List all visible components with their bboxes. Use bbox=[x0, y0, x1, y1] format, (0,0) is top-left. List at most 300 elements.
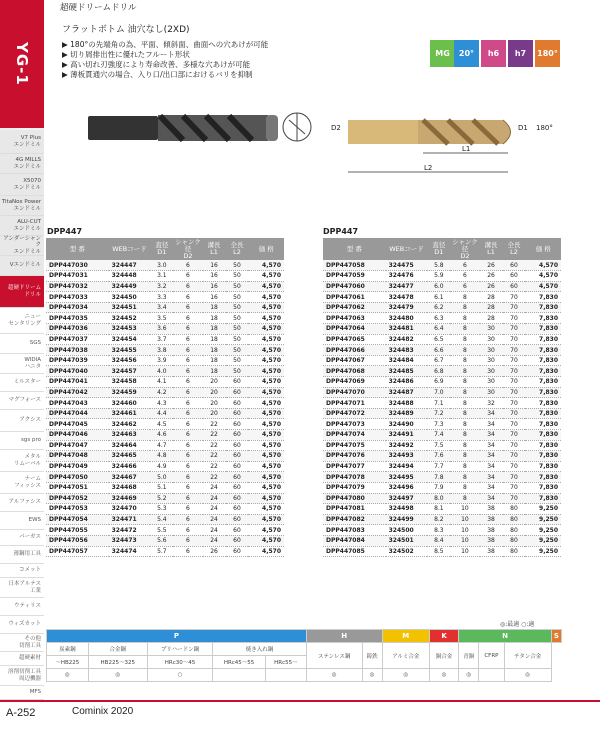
sidebar-item[interactable]: 日本アルテス 工業 bbox=[0, 578, 44, 598]
table-cell: 6 bbox=[173, 292, 202, 303]
sidebar-item[interactable]: 超硬素材 bbox=[0, 652, 44, 666]
table-cell: 6 bbox=[173, 366, 202, 377]
l2-label: L2 bbox=[424, 164, 433, 172]
table-cell: 60 bbox=[226, 451, 249, 462]
series-title: 超硬ドリームドリル bbox=[60, 3, 137, 13]
table-cell: 22 bbox=[203, 440, 226, 451]
table-cell: 5.4 bbox=[150, 514, 173, 525]
table-cell: 6.0 bbox=[427, 281, 450, 292]
table-cell: 5.9 bbox=[427, 271, 450, 282]
material-group: H bbox=[306, 630, 382, 643]
table-row bbox=[323, 546, 561, 557]
table-cell: 70 bbox=[503, 493, 526, 504]
sidebar-item[interactable]: V7 Plus エンドミル bbox=[0, 130, 44, 154]
table-cell: 6 bbox=[173, 355, 202, 366]
table-cell: 70 bbox=[503, 292, 526, 303]
table-cell: 324502 bbox=[386, 546, 428, 557]
table-cell: 7.5 bbox=[427, 440, 450, 451]
sidebar-item[interactable]: マグフォース bbox=[0, 392, 44, 410]
table-cell: 3.4 bbox=[150, 302, 173, 313]
table-cell: 60 bbox=[226, 461, 249, 472]
table-cell: 34 bbox=[480, 430, 503, 441]
table-title-right: DPP447 bbox=[323, 227, 359, 236]
brand-label: YG-1 bbox=[13, 42, 31, 86]
table-cell: 8 bbox=[450, 419, 479, 430]
table-cell: 6 bbox=[173, 440, 202, 451]
sidebar-item[interactable]: ウティリス bbox=[0, 598, 44, 616]
table-row bbox=[46, 377, 284, 388]
table-cell: DPP447044 bbox=[46, 408, 109, 419]
material-group: S bbox=[551, 630, 561, 643]
footer-brand: Cominix 2020 bbox=[72, 706, 134, 717]
table-cell: 10 bbox=[450, 504, 479, 515]
table-cell: DPP447080 bbox=[323, 493, 386, 504]
table-cell: 7,830 bbox=[525, 472, 561, 483]
table-cell: 50 bbox=[226, 334, 249, 345]
brand-tab[interactable] bbox=[0, 0, 44, 128]
table-cell: 4,570 bbox=[248, 482, 284, 493]
table-cell: 6 bbox=[173, 504, 202, 515]
table-cell: DPP447082 bbox=[323, 514, 386, 525]
table-cell: DPP447038 bbox=[46, 345, 109, 356]
table-cell: 34 bbox=[480, 419, 503, 430]
table-row bbox=[46, 546, 284, 557]
table-cell: 24 bbox=[203, 493, 226, 504]
table-cell: 324490 bbox=[386, 419, 428, 430]
table-cell: 34 bbox=[480, 493, 503, 504]
table-cell: DPP447074 bbox=[323, 430, 386, 441]
table-row bbox=[323, 271, 561, 282]
table-cell: 70 bbox=[503, 408, 526, 419]
material-rating: ○ bbox=[147, 669, 212, 682]
table-cell: 7,830 bbox=[525, 419, 561, 430]
table-cell: 60 bbox=[503, 271, 526, 282]
spec-badge: h7 bbox=[508, 40, 533, 67]
table-cell: 4.8 bbox=[150, 451, 173, 462]
table-cell: 6.8 bbox=[427, 366, 450, 377]
table-cell: 8 bbox=[450, 430, 479, 441]
table-cell: 7,830 bbox=[525, 440, 561, 451]
table-row bbox=[46, 292, 284, 303]
table-row bbox=[46, 430, 284, 441]
sidebar-item[interactable]: 溶削切削工具 周辺機器 bbox=[0, 666, 44, 686]
table-cell: DPP447064 bbox=[323, 324, 386, 335]
table-cell: DPP447075 bbox=[323, 440, 386, 451]
table-cell: 5.2 bbox=[150, 493, 173, 504]
table-cell: 7.8 bbox=[427, 472, 450, 483]
table-row bbox=[46, 419, 284, 430]
sidebar-item[interactable]: TitaNox Power エンドミル bbox=[0, 196, 44, 216]
table-cell: 8 bbox=[450, 324, 479, 335]
table-cell: 7,830 bbox=[525, 387, 561, 398]
table-cell: 20 bbox=[203, 387, 226, 398]
table-cell: 6 bbox=[173, 525, 202, 536]
table-row bbox=[46, 525, 284, 536]
table-cell: 324473 bbox=[109, 535, 151, 546]
table-cell: 22 bbox=[203, 472, 226, 483]
material-name: プリハードン鋼 bbox=[147, 643, 212, 656]
table-cell: 4,570 bbox=[248, 334, 284, 345]
table-row bbox=[46, 440, 284, 451]
table-cell: DPP447035 bbox=[46, 313, 109, 324]
sidebar-item[interactable]: その他 切削工具 bbox=[0, 634, 44, 652]
column-header: 価 格 bbox=[525, 238, 561, 260]
sidebar-item[interactable]: ミルスター bbox=[0, 374, 44, 392]
table-row bbox=[323, 514, 561, 525]
table-row bbox=[46, 281, 284, 292]
table-cell: DPP447050 bbox=[46, 472, 109, 483]
table-cell: 4,570 bbox=[248, 461, 284, 472]
table-cell: 6 bbox=[173, 377, 202, 388]
table-cell: 28 bbox=[480, 302, 503, 313]
table-cell: 70 bbox=[503, 313, 526, 324]
table-cell: 50 bbox=[226, 292, 249, 303]
table-cell: DPP447065 bbox=[323, 334, 386, 345]
table-cell: 70 bbox=[503, 419, 526, 430]
sidebar-item[interactable]: コメット bbox=[0, 564, 44, 578]
table-cell: 4,570 bbox=[248, 419, 284, 430]
table-cell: 7.6 bbox=[427, 451, 450, 462]
table-cell: 324451 bbox=[109, 302, 151, 313]
table-row bbox=[323, 482, 561, 493]
table-cell: 4.3 bbox=[150, 398, 173, 409]
table-cell: DPP447052 bbox=[46, 493, 109, 504]
table-cell: 70 bbox=[503, 302, 526, 313]
material-rating: ◎ bbox=[88, 669, 147, 682]
feature-text: ▶ 切り屑排出性に優れたフルート形状 bbox=[62, 50, 190, 59]
sidebar-item[interactable]: アンダーシャンク エンドミル bbox=[0, 236, 44, 256]
table-cell: 324484 bbox=[386, 355, 428, 366]
table-cell: 8 bbox=[450, 377, 479, 388]
table-cell: DPP447046 bbox=[46, 430, 109, 441]
table-row bbox=[46, 472, 284, 483]
table-cell: 5.3 bbox=[150, 504, 173, 515]
table-cell: 16 bbox=[203, 292, 226, 303]
table-cell: 324493 bbox=[386, 451, 428, 462]
table-row bbox=[323, 313, 561, 324]
page-number: A-252 bbox=[6, 707, 36, 719]
table-cell: 30 bbox=[480, 334, 503, 345]
table-cell: 70 bbox=[503, 472, 526, 483]
table-cell: 38 bbox=[480, 514, 503, 525]
table-cell: DPP447069 bbox=[323, 377, 386, 388]
table-cell: 60 bbox=[226, 504, 249, 515]
table-cell: 9,250 bbox=[525, 546, 561, 557]
table-cell: 324500 bbox=[386, 525, 428, 536]
drill-photo bbox=[88, 112, 283, 144]
table-row bbox=[46, 355, 284, 366]
table-cell: 324471 bbox=[109, 514, 151, 525]
table-cell: 8 bbox=[450, 345, 479, 356]
table-cell: 4,570 bbox=[248, 440, 284, 451]
material-name: 銅合金 bbox=[429, 643, 458, 669]
table-cell: 24 bbox=[203, 535, 226, 546]
table-cell: 3.2 bbox=[150, 281, 173, 292]
sidebar-item[interactable]: メタル リムーバル bbox=[0, 450, 44, 472]
table-cell: 8 bbox=[450, 398, 479, 409]
table-cell: 8 bbox=[450, 355, 479, 366]
table-cell: 38 bbox=[480, 525, 503, 536]
table-cell: 4,570 bbox=[248, 451, 284, 462]
column-header: 溝長 L1 bbox=[203, 238, 226, 260]
table-row bbox=[46, 398, 284, 409]
material-rating: ◎ bbox=[306, 669, 362, 682]
sidebar-item[interactable]: ALU-CUT エンドミル bbox=[0, 216, 44, 236]
column-header: 型 番 bbox=[323, 238, 386, 260]
table-cell: 324468 bbox=[109, 482, 151, 493]
table-cell: 34 bbox=[480, 461, 503, 472]
material-name: アルミ合金 bbox=[382, 643, 429, 669]
table-row bbox=[323, 387, 561, 398]
table-cell: 4,570 bbox=[248, 292, 284, 303]
table-cell: 50 bbox=[226, 324, 249, 335]
table-cell: 4,570 bbox=[248, 514, 284, 525]
sidebar-item[interactable]: アルファシス bbox=[0, 494, 44, 512]
sidebar-item[interactable]: WIDIA ハニタ bbox=[0, 354, 44, 374]
sidebar-item[interactable]: 4G MILLS エンドミル bbox=[0, 154, 44, 174]
table-cell: 5.6 bbox=[150, 535, 173, 546]
table-cell: 3.5 bbox=[150, 313, 173, 324]
sidebar-item[interactable]: パーガス bbox=[0, 530, 44, 546]
table-cell: 4.1 bbox=[150, 377, 173, 388]
table-cell: 7.0 bbox=[427, 387, 450, 398]
table-cell: 6 bbox=[173, 313, 202, 324]
table-cell: 3.3 bbox=[150, 292, 173, 303]
table-cell: 7.9 bbox=[427, 482, 450, 493]
table-row bbox=[323, 292, 561, 303]
table-row bbox=[46, 324, 284, 335]
material-rating: ◎ bbox=[429, 669, 458, 682]
sidebar-item[interactable]: アクシス bbox=[0, 410, 44, 432]
side-index bbox=[0, 0, 44, 700]
material-hardness: HRc30〜45 bbox=[147, 656, 212, 669]
sidebar-item[interactable]: ウィズカット bbox=[0, 616, 44, 634]
table-cell: 8 bbox=[450, 313, 479, 324]
table-cell: 60 bbox=[226, 440, 249, 451]
table-cell: 80 bbox=[503, 525, 526, 536]
table-cell: 34 bbox=[480, 451, 503, 462]
table-cell: 6 bbox=[173, 535, 202, 546]
table-cell: 4,570 bbox=[525, 281, 561, 292]
table-cell: 50 bbox=[226, 302, 249, 313]
material-hardness: HB225〜325 bbox=[88, 656, 147, 669]
table-cell: DPP447041 bbox=[46, 377, 109, 388]
table-cell: 4,570 bbox=[248, 472, 284, 483]
table-cell: 10 bbox=[450, 525, 479, 536]
material-rating bbox=[265, 669, 306, 682]
table-cell: 7,830 bbox=[525, 461, 561, 472]
table-row bbox=[323, 504, 561, 515]
table-cell: 324450 bbox=[109, 292, 151, 303]
table-row bbox=[323, 430, 561, 441]
sidebar-item[interactable]: MFS bbox=[0, 686, 44, 700]
table-cell: DPP447077 bbox=[323, 461, 386, 472]
table-cell: 18 bbox=[203, 313, 226, 324]
l1-label: L1 bbox=[462, 145, 471, 153]
table-cell: DPP447083 bbox=[323, 525, 386, 536]
table-cell: 30 bbox=[480, 355, 503, 366]
table-cell: 9,250 bbox=[525, 525, 561, 536]
table-cell: 4,570 bbox=[248, 377, 284, 388]
table-cell: 4,570 bbox=[248, 313, 284, 324]
table-cell: 324479 bbox=[386, 302, 428, 313]
sidebar-item[interactable]: ナーム フィッシス bbox=[0, 472, 44, 494]
table-cell: 7,830 bbox=[525, 451, 561, 462]
table-cell: 6 bbox=[173, 281, 202, 292]
table-cell: 6 bbox=[173, 324, 202, 335]
table-cell: DPP447071 bbox=[323, 398, 386, 409]
material-rating: ◎ bbox=[362, 669, 382, 682]
table-cell: DPP447073 bbox=[323, 419, 386, 430]
material-rating: ◎ bbox=[459, 669, 479, 682]
table-cell: 6.5 bbox=[427, 334, 450, 345]
table-cell: 4.6 bbox=[150, 430, 173, 441]
table-cell: 18 bbox=[203, 334, 226, 345]
table-cell: 7,830 bbox=[525, 482, 561, 493]
table-cell: 24 bbox=[203, 525, 226, 536]
table-cell: DPP447079 bbox=[323, 482, 386, 493]
table-cell: 30 bbox=[480, 377, 503, 388]
sidebar-item[interactable]: 薄鋼用工具 bbox=[0, 546, 44, 564]
table-cell: 22 bbox=[203, 461, 226, 472]
table-cell: 324447 bbox=[109, 260, 151, 271]
sidebar-item[interactable]: SGS bbox=[0, 334, 44, 354]
table-cell: 8 bbox=[450, 302, 479, 313]
table-cell: 30 bbox=[480, 387, 503, 398]
table-cell: 6 bbox=[173, 461, 202, 472]
table-cell: 4,570 bbox=[248, 345, 284, 356]
sidebar-item[interactable]: X5070 エンドミル bbox=[0, 174, 44, 196]
material-rating bbox=[213, 669, 266, 682]
table-cell: 4,570 bbox=[248, 324, 284, 335]
table-row bbox=[46, 260, 284, 271]
table-cell: 7,830 bbox=[525, 408, 561, 419]
table-cell: 324457 bbox=[109, 366, 151, 377]
spec-badge: 20° bbox=[454, 40, 479, 67]
table-row bbox=[323, 345, 561, 356]
table-cell: 8 bbox=[450, 408, 479, 419]
table-row bbox=[46, 482, 284, 493]
table-cell: DPP447072 bbox=[323, 408, 386, 419]
feature-text: ▶ 薄板貫通穴の場合、入り口/出口部におけるバリを抑制 bbox=[62, 70, 253, 79]
table-row bbox=[323, 419, 561, 430]
table-row bbox=[46, 535, 284, 546]
table-cell: 60 bbox=[503, 281, 526, 292]
table-cell: DPP447039 bbox=[46, 355, 109, 366]
table-cell: 3.6 bbox=[150, 324, 173, 335]
table-cell: 70 bbox=[503, 324, 526, 335]
table-cell: 60 bbox=[226, 525, 249, 536]
table-cell: DPP447068 bbox=[323, 366, 386, 377]
table-cell: 7.4 bbox=[427, 430, 450, 441]
table-cell: 7,830 bbox=[525, 324, 561, 335]
table-cell: 324476 bbox=[386, 271, 428, 282]
table-cell: 4,570 bbox=[248, 504, 284, 515]
table-cell: 34 bbox=[480, 482, 503, 493]
table-header-row bbox=[46, 238, 284, 260]
column-header: WEBコード bbox=[109, 238, 151, 260]
column-header: 直径 D1 bbox=[427, 238, 450, 260]
table-cell: 16 bbox=[203, 271, 226, 282]
table-cell: 324469 bbox=[109, 493, 151, 504]
table-cell: 8.1 bbox=[427, 504, 450, 515]
table-row bbox=[46, 366, 284, 377]
material-rating: ◎ bbox=[382, 669, 429, 682]
table-cell: 6 bbox=[173, 408, 202, 419]
table-cell: 70 bbox=[503, 440, 526, 451]
feature-text: ▶ 高い切れ刃強度により寿命改善、多様な穴あけが可能 bbox=[62, 60, 251, 69]
sidebar-item[interactable]: Vエンドミル bbox=[0, 256, 44, 276]
table-cell: DPP447085 bbox=[323, 546, 386, 557]
sidebar-item[interactable]: ニュー センタリング bbox=[0, 308, 44, 334]
table-cell: 30 bbox=[480, 366, 503, 377]
table-cell: 324456 bbox=[109, 355, 151, 366]
table-row bbox=[323, 461, 561, 472]
spec-badge: h6 bbox=[481, 40, 506, 67]
table-cell: 34 bbox=[480, 408, 503, 419]
table-cell: 4,570 bbox=[248, 430, 284, 441]
table-cell: 6 bbox=[173, 260, 202, 271]
table-cell: 7.7 bbox=[427, 461, 450, 472]
table-cell: 22 bbox=[203, 430, 226, 441]
table-cell: 324480 bbox=[386, 313, 428, 324]
table-cell: 324475 bbox=[386, 260, 428, 271]
table-cell: 324466 bbox=[109, 461, 151, 472]
column-header: WEBコード bbox=[386, 238, 428, 260]
table-cell: 22 bbox=[203, 419, 226, 430]
table-cell: 324485 bbox=[386, 366, 428, 377]
table-cell: 6 bbox=[173, 387, 202, 398]
table-cell: DPP447066 bbox=[323, 345, 386, 356]
table-cell: 4,570 bbox=[248, 281, 284, 292]
table-cell: 5.1 bbox=[150, 482, 173, 493]
drill-end-view bbox=[281, 110, 313, 144]
table-cell: DPP447043 bbox=[46, 398, 109, 409]
table-row bbox=[323, 334, 561, 345]
table-cell: 324470 bbox=[109, 504, 151, 515]
table-cell: 7,830 bbox=[525, 355, 561, 366]
table-cell: 34 bbox=[480, 440, 503, 451]
table-cell: 324448 bbox=[109, 271, 151, 282]
table-cell: 9,250 bbox=[525, 504, 561, 515]
table-cell: 20 bbox=[203, 408, 226, 419]
table-cell: 7,830 bbox=[525, 398, 561, 409]
table-cell: 324494 bbox=[386, 461, 428, 472]
table-cell: 8.0 bbox=[427, 493, 450, 504]
table-cell: 60 bbox=[226, 514, 249, 525]
table-cell: 7,830 bbox=[525, 313, 561, 324]
sidebar-item[interactable]: EWS bbox=[0, 512, 44, 530]
table-cell: 70 bbox=[503, 461, 526, 472]
table-cell: 8 bbox=[450, 387, 479, 398]
table-cell: 20 bbox=[203, 377, 226, 388]
table-cell: 324499 bbox=[386, 514, 428, 525]
table-cell: 6 bbox=[173, 493, 202, 504]
table-cell: DPP447057 bbox=[46, 546, 109, 557]
table-row bbox=[46, 514, 284, 525]
table-cell: DPP447067 bbox=[323, 355, 386, 366]
table-cell: 6 bbox=[173, 430, 202, 441]
table-cell: 4.2 bbox=[150, 387, 173, 398]
table-row bbox=[323, 324, 561, 335]
table-cell: DPP447070 bbox=[323, 387, 386, 398]
material-group-row bbox=[47, 630, 562, 643]
table-row bbox=[46, 504, 284, 515]
table-cell: 324467 bbox=[109, 472, 151, 483]
sidebar-item[interactable]: 超硬ドリーム ドリル bbox=[0, 276, 44, 308]
sidebar-item[interactable]: sgs pro bbox=[0, 432, 44, 450]
table-cell: 9,250 bbox=[525, 514, 561, 525]
